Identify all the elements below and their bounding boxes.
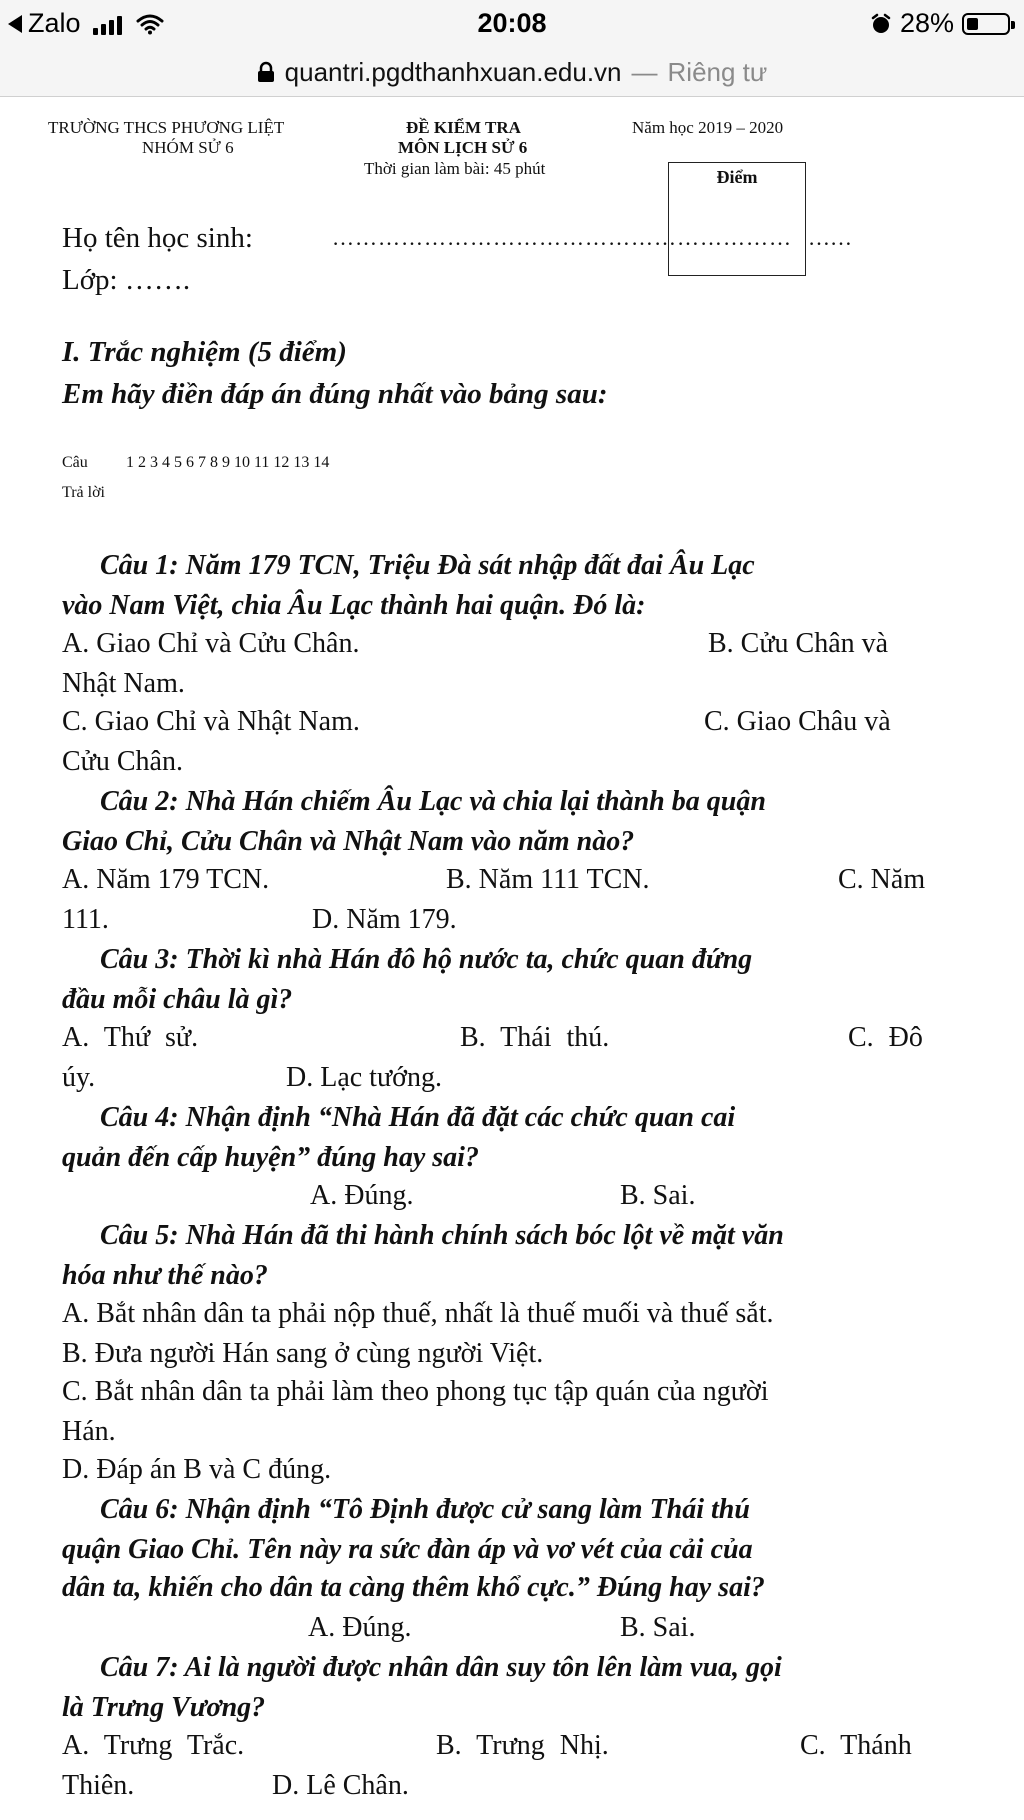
class-label: Lớp: ……. xyxy=(62,264,191,296)
q2-option-b: B. Năm 111 TCN. xyxy=(446,864,650,895)
q3-line1: Câu 3: Thời kì nhà Hán đô hộ nước ta, chức quan đứng xyxy=(100,944,753,975)
q6-line3: dân ta, khiến cho dân ta càng thêm khổ cực.” Đúng hay sai? xyxy=(62,1572,765,1603)
student-name-tail: …… xyxy=(808,225,852,250)
status-bar xyxy=(0,0,1024,48)
student-name-dots: …………………………………………………… xyxy=(332,225,792,250)
q4-line1: Câu 4: Nhận định “Nhà Hán đã đặt các chức quan cai xyxy=(100,1102,736,1133)
q3-option-a: A. Thứ sử. xyxy=(62,1022,199,1053)
q6-line1: Câu 6: Nhận định “Tô Định được cử sang làm Thái thú xyxy=(100,1494,750,1525)
q6-option-b: B. Sai. xyxy=(620,1612,696,1643)
answer-table-numbers: 1 2 3 4 5 6 7 8 9 10 11 12 13 14 xyxy=(126,454,330,471)
q4-line2: quản đến cấp huyện” đúng hay sai? xyxy=(62,1142,479,1173)
q1-option-d: C. Giao Châu và xyxy=(704,706,891,737)
exam-duration: Thời gian làm bài: 45 phút xyxy=(364,159,546,178)
q5-option-d: D. Đáp án B và C đúng. xyxy=(62,1454,332,1485)
q2-option-a: A. Năm 179 TCN. xyxy=(62,864,270,895)
document-page xyxy=(0,97,1024,1820)
q3-line2: đầu mỗi châu là gì? xyxy=(62,984,293,1015)
q1-option-b-cont: Nhật Nam. xyxy=(62,668,185,699)
school-name: TRƯỜNG THCS PHƯƠNG LIỆT xyxy=(48,118,285,137)
q4-option-b: B. Sai. xyxy=(620,1180,696,1211)
q2-line2: Giao Chỉ, Cửu Chân và Nhật Nam vào năm nào? xyxy=(62,826,635,857)
section-instruction: Em hãy điền đáp án đúng nhất vào bảng sau: xyxy=(62,378,608,410)
answer-table-row1-label: Câu xyxy=(62,454,88,471)
alarm-icon xyxy=(870,13,892,35)
exam-title: ĐỀ KIỂM TRA xyxy=(406,118,521,137)
q2-option-c-cont: 111. xyxy=(62,904,109,935)
q1-option-b: B. Cửu Chân và xyxy=(708,628,889,659)
student-name-label: Họ tên học sinh: xyxy=(62,222,253,254)
q5-line1: Câu 5: Nhà Hán đã thi hành chính sách bóc lột về mặt văn xyxy=(100,1220,784,1251)
q6-line2: quận Giao Chỉ. Tên này ra sức đàn áp và vơ vét của cải của xyxy=(62,1534,753,1565)
q4-option-a: A. Đúng. xyxy=(310,1180,414,1211)
lock-icon xyxy=(257,61,275,83)
url-host[interactable]: quantri.pgdthanhxuan.edu.vn xyxy=(284,56,622,87)
q1-line2: vào Nam Việt, chia Âu Lạc thành hai quận. Đó là: xyxy=(62,590,646,621)
q2-line1: Câu 2: Nhà Hán chiếm Âu Lạc và chia lại thành ba quận xyxy=(100,786,766,817)
answer-table-row2-label: Trả lời xyxy=(62,484,105,501)
q3-option-c-cont: úy. xyxy=(62,1062,96,1093)
score-label: Điểm xyxy=(716,167,758,187)
q1-option-a: A. Giao Chỉ và Cửu Chân. xyxy=(62,628,360,659)
battery-icon xyxy=(962,13,1010,35)
q7-option-c: C. Thánh xyxy=(800,1730,912,1761)
q3-option-d: D. Lạc tướng. xyxy=(286,1062,442,1093)
q5-line2: hóa như thế nào? xyxy=(62,1260,268,1291)
q7-line1: Câu 7: Ai là người được nhân dân suy tôn lên làm vua, gọi xyxy=(100,1652,782,1683)
q2-option-c: C. Năm xyxy=(838,864,926,895)
battery-percent: 28% xyxy=(899,8,954,38)
q1-option-d-cont: Cửu Chân. xyxy=(62,746,183,777)
q1-option-c: C. Giao Chỉ và Nhật Nam. xyxy=(62,706,360,737)
q7-option-b: B. Trưng Nhị. xyxy=(436,1730,609,1761)
q3-option-c: C. Đô xyxy=(848,1022,923,1053)
q7-option-a: A. Trưng Trắc. xyxy=(62,1730,245,1761)
private-mode-label: Riêng tư xyxy=(667,56,768,87)
q7-line2: là Trưng Vương? xyxy=(62,1692,266,1723)
q6-option-a: A. Đúng. xyxy=(308,1612,412,1643)
address-bar[interactable] xyxy=(0,48,1024,97)
q5-option-a: A. Bắt nhân dân ta phải nộp thuế, nhất là thuế muối và thuế sắt. xyxy=(62,1298,774,1329)
score-box xyxy=(668,162,806,276)
group-name: NHÓM SỬ 6 xyxy=(142,138,234,157)
q1-line1: Câu 1: Năm 179 TCN, Triệu Đà sát nhập đất đai Âu Lạc xyxy=(100,550,755,581)
q5-option-b: B. Đưa người Hán sang ở cùng người Việt. xyxy=(62,1338,544,1369)
school-year: Năm học 2019 – 2020 xyxy=(632,118,784,137)
q5-option-c-cont: Hán. xyxy=(62,1416,116,1447)
section-title: I. Trắc nghiệm (5 điểm) xyxy=(62,336,347,368)
clock-time: 20:08 xyxy=(477,8,547,38)
subject-title: MÔN LỊCH SỬ 6 xyxy=(398,138,528,157)
q3-option-b: B. Thái thú. xyxy=(460,1022,610,1053)
q7-option-d: D. Lê Chân. xyxy=(272,1770,409,1801)
q7-option-c-cont: Thiên. xyxy=(62,1770,135,1801)
back-app-label[interactable]: Zalo xyxy=(28,8,81,38)
url-separator: — xyxy=(631,56,658,87)
q5-option-c: C. Bắt nhân dân ta phải làm theo phong tục tập quán của người xyxy=(62,1376,769,1407)
q2-option-d: D. Năm 179. xyxy=(312,904,457,935)
